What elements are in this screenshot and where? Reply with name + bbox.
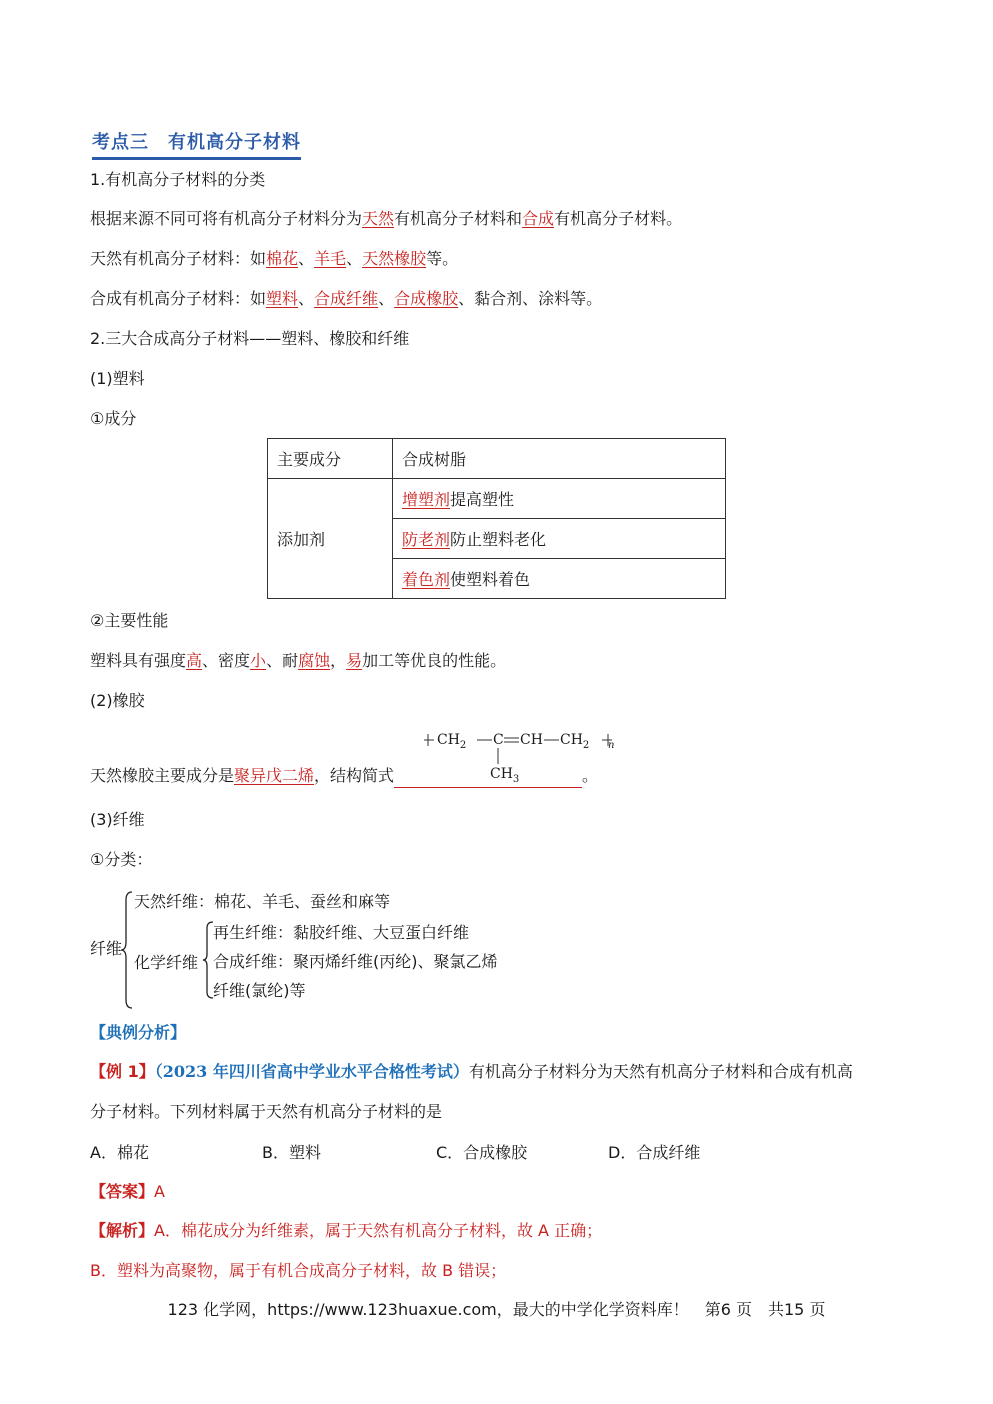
- example-question-line1: 【例 1】（2023 年四川省高中学业水平合格性考试）有机高分子材料分为天然有机高分子材料和合成有机高: [90, 1062, 853, 1081]
- paragraph-source: 根据来源不同可将有机高分子材料分为天然有机高分子材料和合成有机高分子材料。: [90, 209, 683, 228]
- heading-rubber: (2)橡胶: [90, 691, 145, 710]
- answer-synthetic: 合成: [522, 209, 555, 228]
- heading-example: 【典例分析】: [90, 1023, 187, 1042]
- heading-fiber: (3)纤维: [90, 810, 145, 829]
- table-cell: 添加剂: [268, 479, 393, 599]
- option-c: C．合成橡胶: [436, 1143, 528, 1162]
- table-row: [268, 479, 726, 519]
- option-b: B．塑料: [262, 1143, 321, 1162]
- paragraph-performance: 塑料具有强度高、密度小、耐腐蚀，易加工等优良的性能。: [90, 651, 507, 670]
- analysis-a: 【解析】A．棉花成分为纤维素，属于天然有机高分子材料，故 A 正确；: [90, 1221, 603, 1240]
- paragraph-synthetic-materials: 合成有机高分子材料：如塑料、合成纤维、合成橡胶、黏合剂、涂料等。: [90, 289, 603, 308]
- heading-plastic: (1)塑料: [90, 369, 145, 388]
- answer: 【答案】A: [90, 1182, 165, 1201]
- table-cell: 着色剂使塑料着色: [393, 559, 726, 599]
- fiber-root: 纤维: [90, 939, 123, 958]
- paragraph-rubber: 天然橡胶主要成分是聚异戊二烯，结构简式 。: [90, 764, 598, 788]
- heading-composition: ①成分: [90, 409, 137, 428]
- option-d: D．合成纤维: [608, 1143, 701, 1162]
- table-row: [268, 439, 726, 479]
- analysis-b: B．塑料为高聚物，属于有机合成高分子材料，故 B 错误；: [90, 1261, 507, 1280]
- example-question-line2: 分子材料。下列材料属于天然有机高分子材料的是: [90, 1102, 443, 1121]
- answer-natural: 天然: [362, 209, 395, 228]
- heading-performance: ②主要性能: [90, 611, 169, 630]
- page-footer: 123 化学网，https://www.123huaxue.com，最大的中学化学资料库！ 第6 页 共15 页: [167, 1300, 826, 1319]
- heading-fiber-class: ①分类：: [90, 850, 153, 869]
- table-cell: 增塑剂提高塑性: [393, 479, 726, 519]
- fiber-chemical: 化学纤维: [134, 953, 199, 972]
- section-title: 考点三 有机高分子材料: [92, 128, 301, 160]
- composition-table: [267, 438, 726, 599]
- table-cell: 主要成分: [268, 439, 393, 479]
- table-cell: 防老剂防止塑料老化: [393, 519, 726, 559]
- table-cell: 合成树脂: [393, 439, 726, 479]
- paragraph-natural-materials: 天然有机高分子材料：如棉花、羊毛、天然橡胶等。: [90, 249, 459, 268]
- fiber-synth2: 纤维(氯纶)等: [213, 981, 306, 1000]
- option-a: A．棉花: [90, 1143, 149, 1162]
- formula-blank: [394, 767, 582, 788]
- heading-classification: 1.有机高分子材料的分类: [90, 170, 266, 189]
- fiber-natural: 天然纤维：棉花、羊毛、蚕丝和麻等: [134, 892, 391, 911]
- heading-three-materials: 2.三大合成高分子材料——塑料、橡胶和纤维: [90, 329, 410, 348]
- structural-formula: $CH_2$ C CH $CH_2$ n $CH_3$: [422, 728, 622, 788]
- fiber-regen: 再生纤维：黏胶纤维、大豆蛋白纤维: [213, 923, 470, 942]
- fiber-synth1: 合成纤维：聚丙烯纤维(丙纶)、聚氯乙烯: [213, 952, 498, 971]
